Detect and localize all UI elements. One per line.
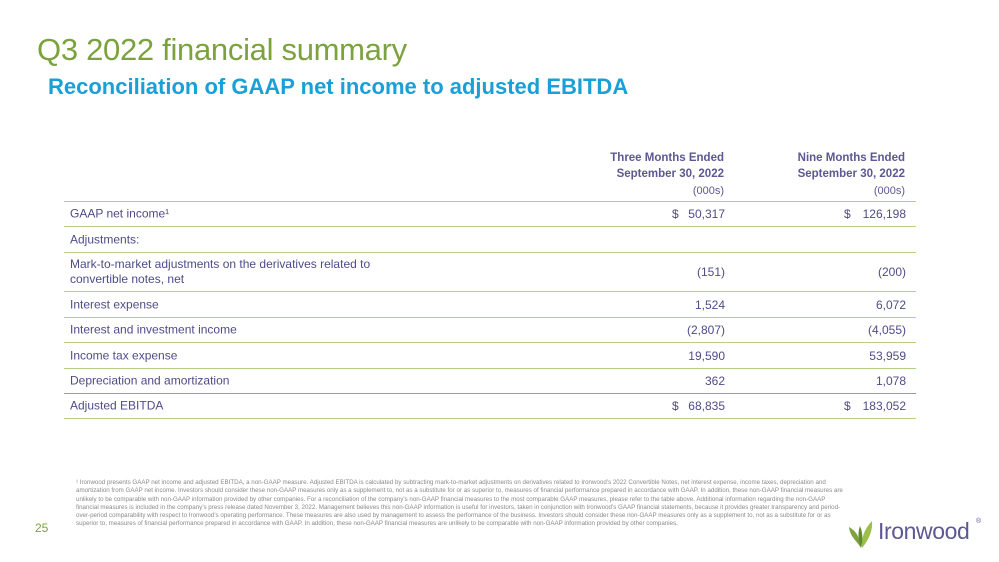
row-value-nine-months: 1,078 (875, 374, 906, 388)
row-label: Mark-to-market adjustments on the derivatives related to convertible notes, net (70, 257, 371, 286)
table-row-interest-expense (64, 292, 916, 318)
row-label: Depreciation and amortization (70, 373, 230, 388)
row-value-three-months: 68,835 (688, 399, 725, 413)
table-row-adjusted-ebitda (64, 394, 916, 419)
column-header-three-months (610, 150, 724, 182)
units-nine-months: (000s) (873, 185, 905, 197)
row-label: Interest and investment income (70, 322, 237, 337)
row-value-nine-months: 53,959 (869, 348, 906, 363)
slide-title: Q3 2022 financial summary (37, 32, 407, 67)
row-value-three-months: 50,317 (688, 207, 725, 221)
row-value-nine-months: 183,052 (862, 399, 906, 413)
table-row-depreciation (64, 369, 916, 394)
table-row-mark-to-market (64, 253, 916, 292)
row-value-three-months: (151) (696, 265, 725, 279)
row-value-three-months: 1,524 (694, 297, 725, 312)
currency-symbol: $ (672, 399, 679, 413)
table-row-adjustments (64, 227, 916, 253)
table-row-income-tax-expense (64, 343, 916, 369)
row-value-nine-months: (200) (877, 265, 906, 279)
logo-wordmark: Ironwood (878, 518, 970, 544)
footnote: ¹ Ironwood presents GAAP net income and adjusted EBITDA, a non-GAAP measure. Adjusted EBITDA is calculated by subtracting mark-to-market adjustments on derivatives related to Ironwood’s 2022 Convertible Notes, net interest expense, income taxes, depreciation and amortization from GAAP net income. Investors should consider these non-GAAP measures only as a supplement to, not as a substitute for or as superior to, measures of financial performance prepared in accordance with GAAP. In addition, these non-GAAP financial measures are unlikely to be comparable with non-GAAP information provided by other companies. For a reconciliation of the company’s non-GAAP financial measures to the most comparable GAAP measures, please refer to the table above. Additional information regarding the non-GAAP financial measures is included in the company’s press release dated November 3, 2022. Management believes this non-GAAP information is useful for investors, taken in conjunction with Ironwood’s GAAP financial statements, because it provides greater transparency and period-over-period comparability with respect to Ironwood’s operating performance. These measures are also used by management to assess the performance of the business. Investors should consider these non-GAAP measures only as a supplement to, not as a substitute for or as superior to, measures of financial performance prepared in accordance with GAAP. In addition, these non-GAAP financial measures are unlikely to be comparable with non-GAAP information provided by other companies. (76, 479, 843, 528)
row-value-three-months: 362 (704, 374, 725, 388)
page-number: 25 (35, 521, 49, 535)
column-header-nine-months-line2: September 30, 2022 (797, 168, 905, 180)
ironwood-logo (848, 518, 983, 550)
currency-symbol: $ (844, 207, 851, 221)
row-value-three-months: 19,590 (688, 348, 725, 363)
row-value-nine-months: (4,055) (867, 323, 906, 337)
row-label: Income tax expense (70, 348, 178, 362)
row-label: GAAP net income¹ (70, 206, 170, 221)
currency-symbol: $ (844, 399, 851, 413)
units-three-months: (000s) (692, 185, 724, 197)
table-row-interest-investment-income (64, 318, 916, 343)
reconciliation-table (64, 201, 916, 419)
row-value-three-months: (2,807) (686, 323, 725, 337)
column-header-nine-months (798, 150, 905, 182)
leaf-icon (848, 519, 876, 549)
column-header-nine-months-line1: Nine Months Ended (797, 152, 905, 164)
table-row-gaap-net-income (64, 202, 916, 227)
row-label: Interest expense (70, 297, 159, 311)
currency-symbol: $ (672, 207, 679, 221)
row-value-nine-months: 126,198 (862, 207, 906, 221)
column-header-three-months-line2: September 30, 2022 (616, 168, 724, 180)
slide-subtitle: Reconciliation of GAAP net income to adjusted EBITDA (48, 74, 629, 99)
registered-mark: ® (976, 518, 982, 525)
row-label: Adjustments: (70, 232, 140, 246)
column-header-three-months-line1: Three Months Ended (610, 152, 724, 164)
row-value-nine-months: 6,072 (875, 297, 906, 312)
row-label: Adjusted EBITDA (70, 398, 164, 413)
